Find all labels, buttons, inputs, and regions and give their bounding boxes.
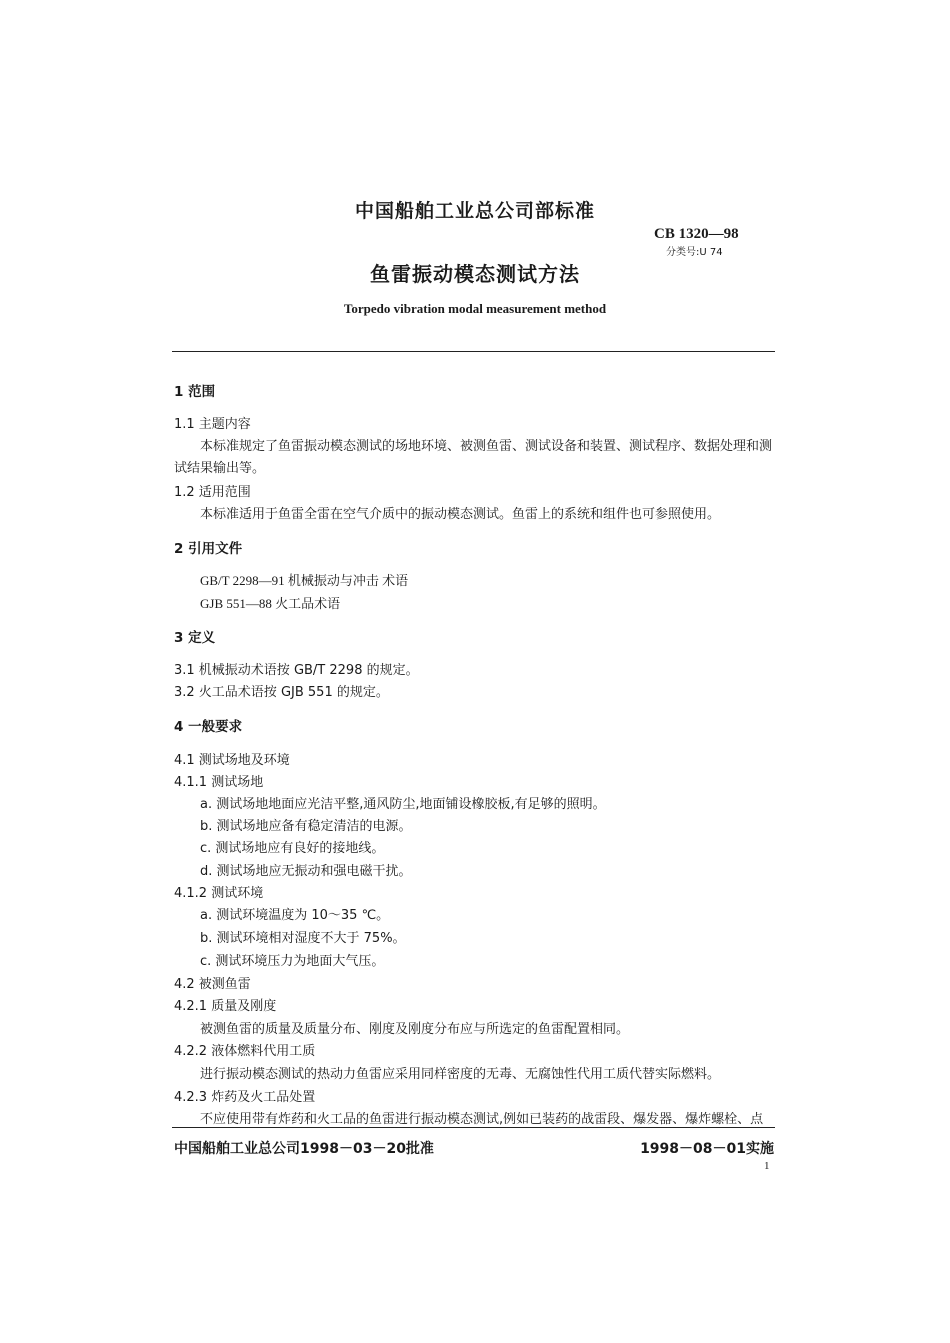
section-1-1-heading: 1.1 主题内容	[174, 417, 251, 432]
section-4-1-2-item-a: a. 测试环境温度为 10～35 ℃。	[200, 908, 390, 923]
section-4-2-1-heading: 4.2.1 质量及刚度	[174, 999, 277, 1014]
section-4-1-2-item-c: c. 测试环境压力为地面大气压。	[200, 954, 385, 969]
section-4-2-3-text: 不应使用带有炸药和火工品的鱼雷进行振动模态测试,例如已装药的战雷段、爆发器、爆炸螺栓、点	[200, 1112, 764, 1127]
document-title-english: Torpedo vibration modal measurement method	[343, 301, 607, 316]
footer-divider	[172, 1127, 775, 1128]
reference-gbt-2298: GB/T 2298—91 机械振动与冲击 术语	[200, 573, 409, 588]
section-4-2-2-heading: 4.2.2 液体燃料代用工质	[174, 1044, 316, 1059]
issuing-organization: 中国船舶工业总公司部标准	[354, 200, 595, 222]
section-4-1-1-item-c: c. 测试场地应有良好的接地线。	[200, 841, 385, 856]
section-4-heading: 4 一般要求	[174, 719, 243, 735]
page-number: 1	[764, 1160, 770, 1172]
section-1-2-text: 本标准适用于鱼雷全雷在空气介质中的振动模态测试。鱼雷上的系统和组件也可参照使用。	[200, 507, 721, 522]
section-4-2-heading: 4.2 被测鱼雷	[174, 977, 251, 992]
section-4-2-3-heading: 4.2.3 炸药及火工品处置	[174, 1090, 316, 1105]
section-3-1: 3.1 机械振动术语按 GB/T 2298 的规定。	[174, 663, 419, 678]
header-divider	[172, 351, 775, 352]
section-1-1-line-1: 本标准规定了鱼雷振动模态测试的场地环境、被测鱼雷、测试设备和装置、测试程序、数据处理和测	[200, 439, 773, 454]
section-4-1-1-item-b: b. 测试场地应备有稳定清洁的电源。	[200, 819, 412, 834]
document-title-chinese: 鱼雷振动模态测试方法	[370, 262, 580, 286]
section-1-2-heading: 1.2 适用范围	[174, 485, 251, 500]
classification-number: 分类号:U 74	[666, 247, 723, 258]
standard-code-text: CB 1320—98	[654, 226, 739, 242]
section-2-heading: 2 引用文件	[174, 541, 243, 557]
section-4-2-2-text: 进行振动模态测试的热动力鱼雷应采用同样密度的无毒、无腐蚀性代用工质代替实际燃料。	[200, 1067, 721, 1082]
section-4-1-2-item-b: b. 测试环境相对湿度不大于 75%。	[200, 931, 406, 946]
section-4-1-1-item-a: a. 测试场地地面应光洁平整,通风防尘,地面铺设橡胶板,有足够的照明。	[200, 797, 606, 812]
section-4-2-1-text: 被测鱼雷的质量及质量分布、刚度及刚度分布应与所选定的鱼雷配置相同。	[200, 1022, 630, 1037]
approval-statement: 中国船舶工业总公司1998－03－20批准	[174, 1141, 434, 1157]
section-1-1-line-2: 试结果输出等。	[174, 461, 266, 476]
section-4-1-1-heading: 4.1.1 测试场地	[174, 775, 264, 790]
reference-gjb-551: GJB 551—88 火工品术语	[200, 596, 341, 611]
section-1-heading: 1 范围	[174, 384, 216, 400]
effective-date: 1998－08－01实施	[640, 1141, 774, 1157]
section-3-heading: 3 定义	[174, 630, 216, 646]
section-4-1-1-item-d: d. 测试场地应无振动和强电磁干扰。	[200, 864, 412, 879]
section-4-1-2-heading: 4.1.2 测试环境	[174, 886, 264, 901]
section-3-2: 3.2 火工品术语按 GJB 551 的规定。	[174, 685, 389, 700]
section-4-1-heading: 4.1 测试场地及环境	[174, 753, 290, 768]
standard-code	[654, 226, 739, 243]
